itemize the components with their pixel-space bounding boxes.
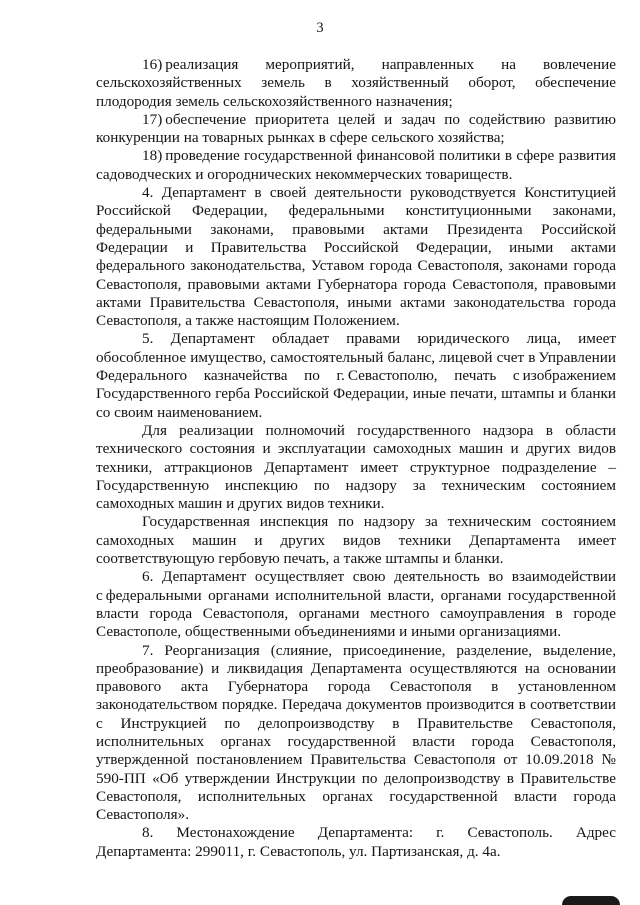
paragraph-clause-6: 6. Департамент осуществляет свою деятельность во взаимодействии с федеральными органами исполнительной власти, органами государственной власти города Севастополя, органами местного самоуправления в городе Севастополе, общественными объединениями и иными организациями. (96, 568, 616, 641)
paragraph-clause-4: 4. Департамент в своей деятельности руководствуется Конституцией Российской Федерации, федеральными конституционными законами, федеральными законами, правовыми актами Президента Российской Федерации и Правительства Российской Федерации, иными актами федерального законодательства, Уставом города Севастополя, законами города Севастополя, правовыми актами Губернатора города Севастополя, правовыми актами Правительства Севастополя, иными актами законодательства города Севастополя, а также настоящим Положением. (96, 184, 616, 330)
paragraph-item-17: 17) обеспечение приоритета целей и задач по содействию развитию конкуренции на товарных рынках в сфере сельского хозяйства; (96, 110, 616, 147)
paragraph-item-16: 16) реализация мероприятий, направленных на вовлечение сельскохозяйственных земель в хозяйственный оборот, обеспечение плодородия земель сельскохозяйственного назначения; (96, 56, 616, 110)
paragraph-clause-7: 7. Реорганизация (слияние, присоединение, разделение, выделение, преобразование) и ликвидация Департамента осуществляются на основании правового акта Губернатора города Севастополя в установленном законодательством порядке. Передача документов производится в соответствии с Инструкцией по делопроизводству в Правительстве Севастополя, исполнительных органах государственной власти города Севастополя, утвержденной постановлением Правительства Севастополя от 10.09.2018 № 590-ПП «Об утверждении Инструкции по делопроизводству в Правительстве Севастополя, исполнительных органах государственной власти города Севастополя». (96, 641, 616, 824)
paragraph-clause-5: 5. Департамент обладает правами юридического лица, имеет обособленное имущество, самостоятельный баланс, лицевой счет в Управлении Федерального казначейства по г. Севастополю, печать с изображением Государственного герба Российской Федерации, иные печати, штампы и бланки со своим наименованием. (96, 330, 616, 421)
page-number: 3 (316, 20, 324, 36)
paragraph-item-18: 18) проведение государственной финансовой политики в сфере развития садоводческих и огороднических некоммерческих товариществ. (96, 147, 616, 183)
paragraph-inspection-seal: Государственная инспекция по надзору за техническим состоянием самоходных машин и других видов техники Департамента имеет соответствующую гербовую печать, а также штампы и бланки. (96, 513, 616, 568)
paragraph-clause-8: 8. Местонахождение Департамента: г. Севастополь. Адрес Департамента: 299011, г. Севастополь, ул. Партизанская, д. 4а. (96, 824, 616, 860)
paragraph-inspection: Для реализации полномочий государственного надзора в области технического состояния и эксплуатации самоходных машин и других видов техники, аттракционов Департамент имеет структурное подразделение – Государственную инспекцию по надзору за техническим состоянием самоходных машин и других видов техники. (96, 421, 616, 513)
scan-corner-mark (562, 896, 620, 905)
document-body (96, 56, 616, 861)
